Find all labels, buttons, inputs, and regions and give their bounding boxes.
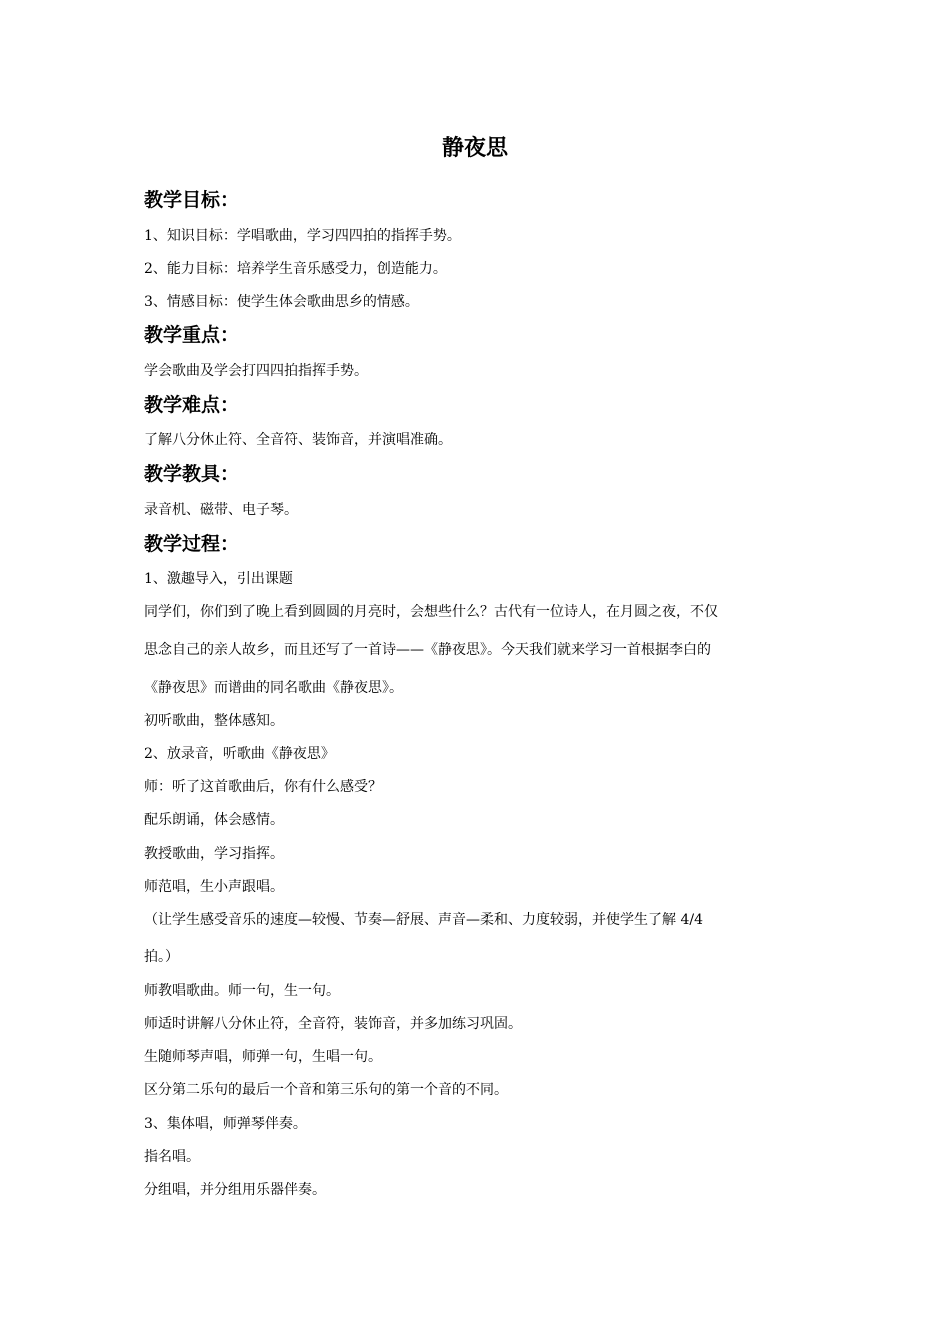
objective-item-3: 3、情感目标：使学生体会歌曲思乡的情感。 (144, 294, 419, 310)
heading-key-points: 教学重点： (144, 324, 240, 346)
process-line: 师适时讲解八分休止符，全音符，装饰音，并多加练习巩固。 (144, 1016, 522, 1032)
process-line: 同学们，你们到了晚上看到圆圆的月亮时，会想些什么？古代有一位诗人，在月圆之夜，不仅 (144, 604, 718, 620)
process-line: 指名唱。 (144, 1149, 200, 1165)
process-line: 1、激趣导入，引出课题 (144, 571, 293, 587)
process-line: 师教唱歌曲。师一句，生一句。 (144, 983, 340, 999)
heading-difficulties: 教学难点： (144, 394, 240, 416)
process-line: 2、放录音，听歌曲《静夜思》 (144, 746, 335, 762)
process-line: 分组唱，并分组用乐器伴奏。 (144, 1182, 326, 1198)
difficulties-text: 了解八分休止符、全音符、装饰音，并演唱准确。 (144, 432, 452, 448)
process-line: 生随师琴声唱，师弹一句，生唱一句。 (144, 1049, 382, 1065)
key-points-text: 学会歌曲及学会打四四拍指挥手势。 (144, 363, 368, 379)
objective-item-1: 1、知识目标：学唱歌曲，学习四四拍的指挥手势。 (144, 228, 461, 244)
tools-text: 录音机、磁带、电子琴。 (144, 502, 298, 518)
process-line: 师范唱，生小声跟唱。 (144, 879, 284, 895)
process-line: 拍。） (144, 949, 179, 965)
objective-item-2: 2、能力目标：培养学生音乐感受力，创造能力。 (144, 261, 447, 277)
process-line: （让学生感受音乐的速度—较慢、节奏—舒展、声音—柔和、力度较弱，并使学生了解 4/4 (144, 912, 703, 928)
process-line: 3、集体唱，师弹琴伴奏。 (144, 1116, 307, 1132)
heading-objectives: 教学目标： (144, 189, 240, 211)
process-line: 配乐朗诵，体会感情。 (144, 812, 284, 828)
process-line: 《静夜思》而谱曲的同名歌曲《静夜思》。 (144, 680, 403, 696)
process-line: 初听歌曲，整体感知。 (144, 713, 284, 729)
process-line: 区分第二乐句的最后一个音和第三乐句的第一个音的不同。 (144, 1082, 508, 1098)
document-title: 静夜思 (441, 136, 508, 161)
process-line: 教授歌曲，学习指挥。 (144, 846, 284, 862)
heading-tools: 教学教具： (144, 463, 240, 485)
process-line: 师：听了这首歌曲后，你有什么感受？ (144, 779, 382, 795)
heading-process: 教学过程： (144, 533, 240, 555)
process-line: 思念自己的亲人故乡，而且还写了一首诗——《静夜思》。今天我们就来学习一首根据李白的 (144, 642, 711, 658)
